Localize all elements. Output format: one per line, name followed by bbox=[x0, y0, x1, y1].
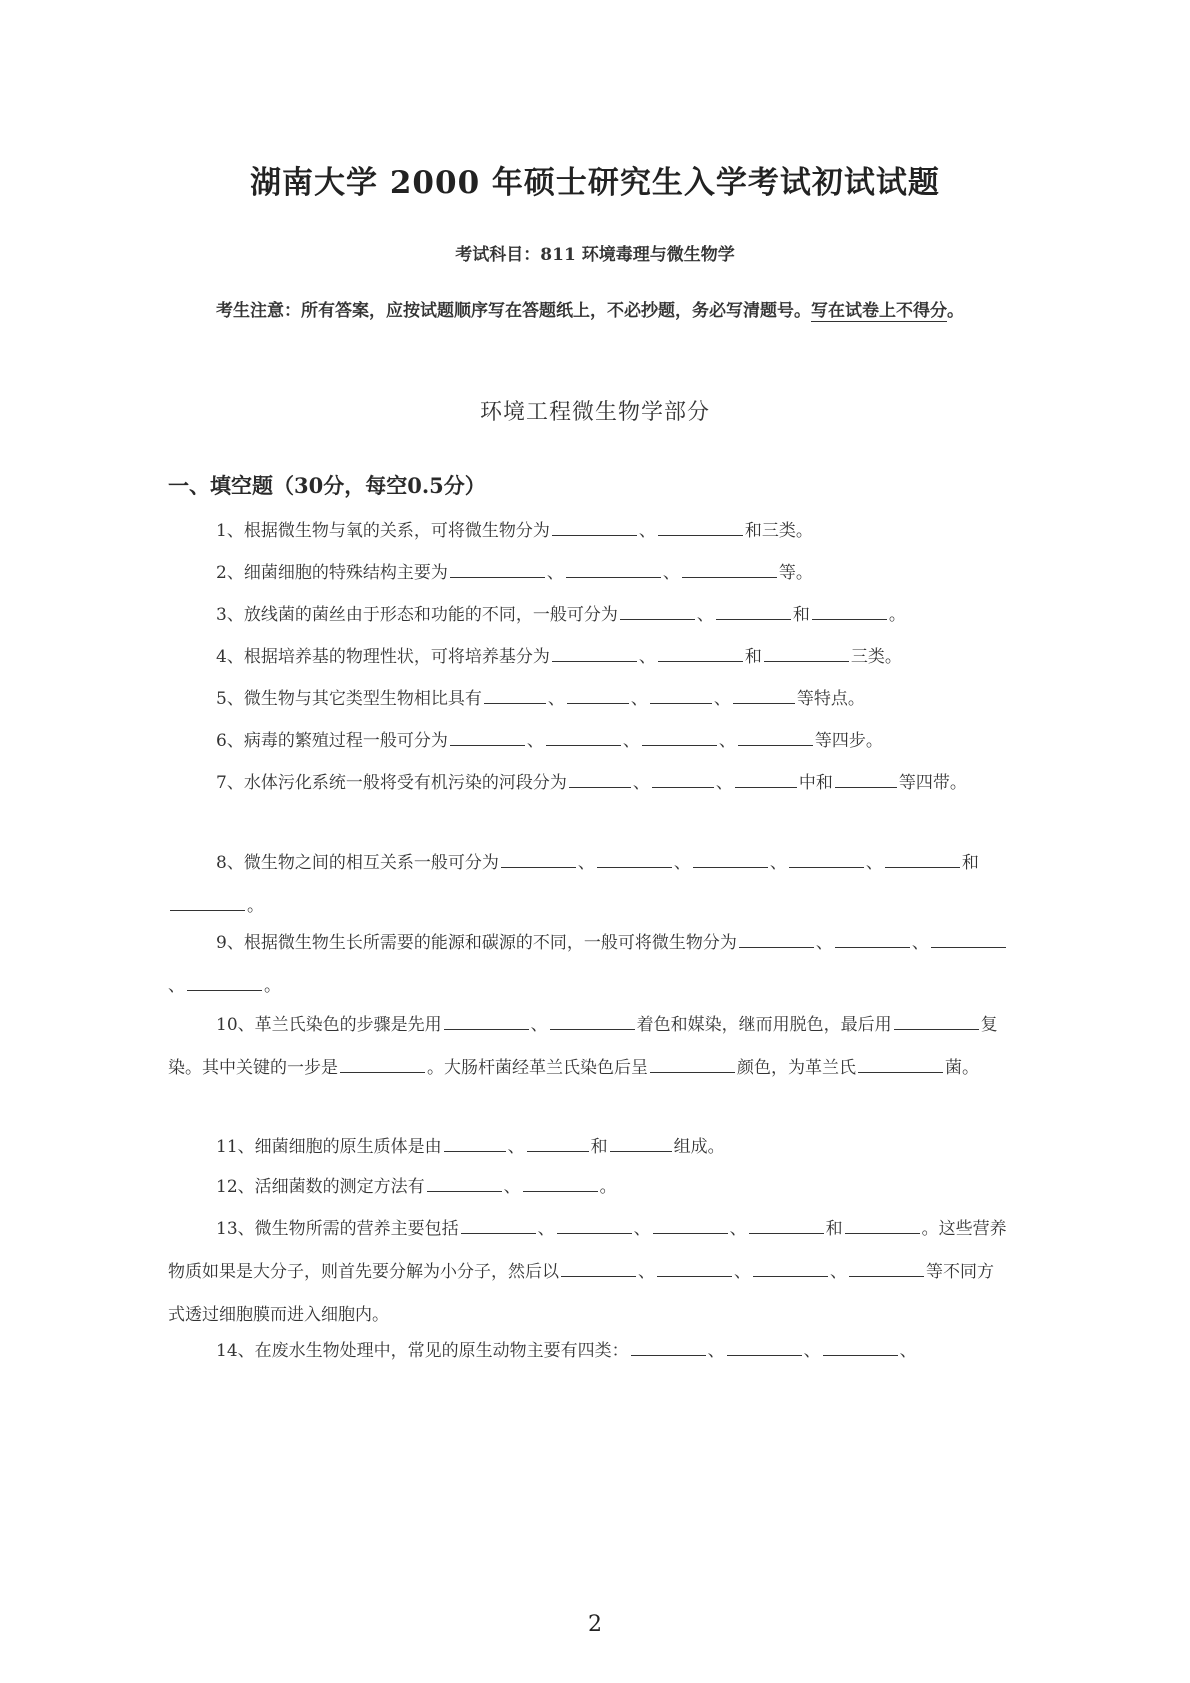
question-7 bbox=[168, 762, 1008, 805]
question-5 bbox=[168, 678, 1008, 721]
question-text: 14、在废水生物处理中，常见的原生动物主要有四类： bbox=[216, 1341, 629, 1361]
question-2 bbox=[168, 552, 1008, 595]
question-9 bbox=[168, 922, 1008, 1008]
answer-blank[interactable] bbox=[484, 687, 546, 704]
question-text: 、 bbox=[638, 521, 656, 541]
answer-blank[interactable] bbox=[894, 1013, 979, 1030]
question-text: 、 bbox=[638, 1262, 655, 1282]
question-text: 、 bbox=[718, 731, 736, 751]
question-text: 。这些营养物质如果是大分子，则首先要分解为小分子，然后以 bbox=[168, 1219, 1007, 1282]
answer-blank[interactable] bbox=[170, 894, 245, 911]
question-text: 、 bbox=[630, 689, 648, 709]
question-text: 2、细菌细胞的特殊结构主要为 bbox=[216, 563, 448, 583]
question-1 bbox=[168, 510, 1008, 553]
answer-blank[interactable] bbox=[733, 687, 795, 704]
candidate-notice bbox=[168, 286, 1008, 336]
question-text: 等特点。 bbox=[796, 689, 865, 709]
question-text: 6、病毒的繁殖过程一般可分为 bbox=[216, 731, 448, 751]
question-text: 复染。其中关键的一步是 bbox=[168, 1015, 998, 1078]
answer-blank[interactable] bbox=[823, 1339, 898, 1356]
question-text: 8、微生物之间的相互关系一般可分为 bbox=[216, 853, 499, 873]
question-text: 、 bbox=[734, 1262, 751, 1282]
answer-blank[interactable] bbox=[427, 1175, 502, 1192]
question-text: 等四步。 bbox=[814, 731, 883, 751]
question-text: 、 bbox=[673, 853, 691, 873]
question-text: 4、根据培养基的物理性状，可将培养基分为 bbox=[216, 647, 550, 667]
answer-blank[interactable] bbox=[931, 931, 1006, 948]
answer-blank[interactable] bbox=[187, 974, 262, 991]
question-14 bbox=[168, 1330, 1008, 1373]
question-text: 和 bbox=[792, 605, 810, 625]
question-text: 、 bbox=[815, 933, 833, 953]
question-text: 、 bbox=[507, 1137, 525, 1157]
answer-blank[interactable] bbox=[620, 603, 695, 620]
section-title: 环境工程微生物学部分 bbox=[479, 400, 710, 425]
question-8 bbox=[168, 842, 1008, 928]
question-text: 和 bbox=[744, 647, 762, 667]
answer-blank[interactable] bbox=[652, 771, 714, 788]
answer-blank[interactable] bbox=[653, 1217, 728, 1234]
question-text: 、 bbox=[638, 647, 656, 667]
question-text: 、 bbox=[911, 933, 929, 953]
answer-blank[interactable] bbox=[552, 645, 637, 662]
answer-blank[interactable] bbox=[642, 729, 717, 746]
question-text: 着色和媒染，继而用脱色，最后用 bbox=[636, 1015, 892, 1035]
answer-blank[interactable] bbox=[739, 931, 814, 948]
answer-blank[interactable] bbox=[693, 851, 768, 868]
answer-blank[interactable] bbox=[749, 1217, 824, 1234]
question-text: 、 bbox=[530, 1015, 548, 1035]
answer-blank[interactable] bbox=[650, 687, 712, 704]
question-10 bbox=[168, 1004, 1008, 1090]
answer-blank[interactable] bbox=[557, 1217, 632, 1234]
question-text: 、 bbox=[537, 1219, 555, 1239]
question-text: 9、根据微生物生长所需要的能源和碳源的不同，一般可将微生物分为 bbox=[216, 933, 737, 953]
answer-blank[interactable] bbox=[461, 1217, 536, 1234]
answer-blank[interactable] bbox=[835, 771, 897, 788]
question-text: 13、微生物所需的营养主要包括 bbox=[216, 1219, 459, 1239]
question-text: 、 bbox=[547, 689, 565, 709]
answer-blank[interactable] bbox=[858, 1056, 943, 1073]
question-text: 、 bbox=[546, 563, 564, 583]
notice-underlined: 写在试卷上不得分 bbox=[811, 301, 947, 321]
question-text: 11、细菌细胞的原生质体是由 bbox=[216, 1137, 442, 1157]
question-13 bbox=[168, 1208, 1008, 1337]
answer-blank[interactable] bbox=[527, 1135, 589, 1152]
question-text: 5、微生物与其它类型生物相比具有 bbox=[216, 689, 482, 709]
question-text: 、 bbox=[526, 731, 544, 751]
answer-blank[interactable] bbox=[835, 931, 910, 948]
answer-blank[interactable] bbox=[658, 645, 743, 662]
answer-blank[interactable] bbox=[552, 519, 637, 536]
question-text: 、 bbox=[696, 605, 714, 625]
question-text: 、 bbox=[503, 1177, 521, 1197]
question-text: 、 bbox=[577, 853, 595, 873]
answer-blank[interactable] bbox=[845, 1217, 920, 1234]
answer-blank[interactable] bbox=[753, 1260, 828, 1277]
answer-blank[interactable] bbox=[727, 1339, 802, 1356]
question-12 bbox=[168, 1166, 1008, 1209]
question-text: 、 bbox=[622, 731, 640, 751]
question-text: 。 bbox=[888, 605, 906, 625]
question-text: 1、根据微生物与氧的关系，可将微生物分为 bbox=[216, 521, 550, 541]
answer-blank[interactable] bbox=[523, 1175, 598, 1192]
question-text: 颜色，为革兰氏 bbox=[737, 1058, 856, 1078]
question-text: 、 bbox=[633, 1219, 651, 1239]
answer-blank[interactable] bbox=[631, 1339, 706, 1356]
question-text: 、 bbox=[707, 1341, 725, 1361]
exam-title: 湖南大学 2000 年硕士研究生入学考试初试试题 bbox=[250, 165, 940, 201]
answer-blank[interactable] bbox=[650, 1056, 735, 1073]
answer-blank[interactable] bbox=[567, 687, 629, 704]
answer-blank[interactable] bbox=[550, 1013, 635, 1030]
question-text: 3、放线菌的菌丝由于形态和功能的不同，一般可分为 bbox=[216, 605, 618, 625]
question-text: 组成。 bbox=[673, 1137, 725, 1157]
question-text: 、 bbox=[830, 1262, 847, 1282]
answer-blank[interactable] bbox=[738, 729, 813, 746]
question-text: 和 bbox=[961, 853, 979, 873]
question-text: 。 bbox=[264, 976, 281, 996]
question-text: 和 bbox=[590, 1137, 608, 1157]
answer-blank[interactable] bbox=[657, 1260, 732, 1277]
question-text: 。 bbox=[599, 1177, 617, 1197]
answer-blank[interactable] bbox=[682, 561, 777, 578]
question-text: 、 bbox=[713, 689, 731, 709]
answer-blank[interactable] bbox=[444, 1013, 529, 1030]
question-text: 、 bbox=[632, 773, 650, 793]
answer-blank[interactable] bbox=[501, 851, 576, 868]
answer-blank[interactable] bbox=[450, 561, 545, 578]
question-text: 。 bbox=[247, 896, 264, 916]
question-text: 和 bbox=[825, 1219, 843, 1239]
answer-blank[interactable] bbox=[716, 603, 791, 620]
answer-blank[interactable] bbox=[789, 851, 864, 868]
question-text: 、 bbox=[899, 1341, 917, 1361]
notice-end: 。 bbox=[947, 301, 964, 321]
question-text: 三类。 bbox=[850, 647, 902, 667]
question-text: 等四带。 bbox=[898, 773, 967, 793]
question-text: 等不同方式透过细胞膜而进入细胞内。 bbox=[168, 1262, 994, 1325]
answer-blank[interactable] bbox=[764, 645, 849, 662]
question-text: 、 bbox=[865, 853, 883, 873]
answer-blank[interactable] bbox=[812, 603, 887, 620]
question-text: 中和 bbox=[798, 773, 833, 793]
question-6 bbox=[168, 720, 1008, 763]
question-text: 和三类。 bbox=[744, 521, 813, 541]
question-text: 、 bbox=[168, 976, 185, 996]
question-text: 12、活细菌数的测定方法有 bbox=[216, 1177, 425, 1197]
question-text: 、 bbox=[715, 773, 733, 793]
answer-blank[interactable] bbox=[885, 851, 960, 868]
question-text: 菌。 bbox=[945, 1058, 979, 1078]
exam-subject: 考试科目：811 环境毒理与微生物学 bbox=[455, 245, 735, 265]
question-text: 、 bbox=[729, 1219, 747, 1239]
part-title: 一、填空题（30分，每空0.5分） bbox=[168, 473, 486, 498]
answer-blank[interactable] bbox=[658, 519, 743, 536]
answer-blank[interactable] bbox=[450, 729, 525, 746]
question-4 bbox=[168, 636, 1008, 679]
answer-blank[interactable] bbox=[569, 771, 631, 788]
question-text: 、 bbox=[662, 563, 680, 583]
question-text: 。大肠杆菌经革兰氏染色后呈 bbox=[427, 1058, 648, 1078]
question-3 bbox=[168, 594, 1008, 637]
question-text: 、 bbox=[803, 1341, 821, 1361]
answer-blank[interactable] bbox=[566, 561, 661, 578]
question-text: 等。 bbox=[778, 563, 813, 583]
question-text: 10、革兰氏染色的步骤是先用 bbox=[216, 1015, 442, 1035]
notice-text: 考生注意：所有答案，应按试题顺序写在答题纸上，不必抄题，务必写清题号。 bbox=[216, 301, 811, 321]
answer-blank[interactable] bbox=[597, 851, 672, 868]
answer-blank[interactable] bbox=[561, 1260, 636, 1277]
answer-blank[interactable] bbox=[849, 1260, 924, 1277]
answer-blank[interactable] bbox=[444, 1135, 506, 1152]
question-text: 、 bbox=[769, 853, 787, 873]
page-number: 2 bbox=[588, 1612, 602, 1637]
question-11 bbox=[168, 1126, 1008, 1169]
question-text: 7、水体污化系统一般将受有机污染的河段分为 bbox=[216, 773, 567, 793]
answer-blank[interactable] bbox=[610, 1135, 672, 1152]
answer-blank[interactable] bbox=[735, 771, 797, 788]
answer-blank[interactable] bbox=[340, 1056, 425, 1073]
answer-blank[interactable] bbox=[546, 729, 621, 746]
